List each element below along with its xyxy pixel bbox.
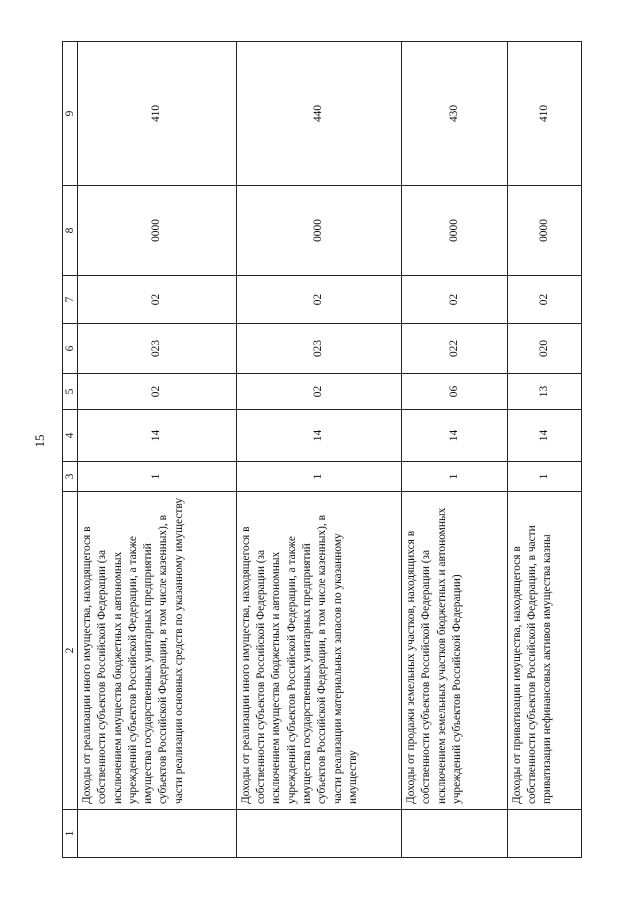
code-cell-9: 440 bbox=[236, 42, 401, 186]
code-cell-9: 410 bbox=[78, 42, 237, 186]
code-cell-7: 02 bbox=[401, 276, 507, 324]
code-cell-7: 02 bbox=[236, 276, 401, 324]
code-cell-4: 14 bbox=[401, 410, 507, 462]
code-cell-8: 0000 bbox=[78, 186, 237, 276]
row-number-cell bbox=[507, 810, 581, 858]
code-cell-6: 023 bbox=[78, 324, 237, 374]
column-header-7: 7 bbox=[63, 276, 78, 324]
page-number: 15 bbox=[32, 434, 47, 448]
code-cell-8: 0000 bbox=[236, 186, 401, 276]
code-cell-5: 02 bbox=[78, 374, 237, 410]
code-cell-3: 1 bbox=[507, 462, 581, 492]
row-number-cell bbox=[401, 810, 507, 858]
code-cell-3: 1 bbox=[78, 462, 237, 492]
budget-code-table bbox=[62, 41, 582, 858]
code-cell-9: 410 bbox=[507, 42, 581, 186]
column-header-3: 3 bbox=[63, 462, 78, 492]
code-cell-6: 023 bbox=[236, 324, 401, 374]
column-header-1: 1 bbox=[63, 810, 78, 858]
header-row bbox=[63, 42, 78, 858]
column-header-9: 9 bbox=[63, 42, 78, 186]
row-number-cell bbox=[78, 810, 237, 858]
code-cell-6: 022 bbox=[401, 324, 507, 374]
code-cell-4: 14 bbox=[236, 410, 401, 462]
table-row bbox=[507, 42, 581, 858]
code-cell-5: 02 bbox=[236, 374, 401, 410]
column-header-8: 8 bbox=[63, 186, 78, 276]
code-cell-9: 430 bbox=[401, 42, 507, 186]
description-cell: Доходы от реализации иного имущества, находящегося в собственности субъектов Российской Федерации (за исключением имущества бюджетных и автономных учреждений субъектов Российской Федерации, а также имущества государственных унитарных предприятий субъектов Российской Федерации, в том числе казенных), в части реализации материальных запасов по указанному имуществу bbox=[236, 492, 401, 810]
code-cell-7: 02 bbox=[507, 276, 581, 324]
code-cell-4: 14 bbox=[507, 410, 581, 462]
description-cell: Доходы от продажи земельных участков, находящихся в собственности субъектов Российской Федерации (за исключением земельных участков бюджетных и автономных учреждений субъектов Российской Федерации) bbox=[401, 492, 507, 810]
code-cell-8: 0000 bbox=[507, 186, 581, 276]
code-cell-5: 13 bbox=[507, 374, 581, 410]
table-row bbox=[401, 42, 507, 858]
table-row bbox=[78, 42, 237, 858]
code-cell-5: 06 bbox=[401, 374, 507, 410]
description-cell: Доходы от приватизации имущества, находящегося в собственности субъектов Российской Федерации, в части приватизации нефинансовых активов имущества казны bbox=[507, 492, 581, 810]
column-header-5: 5 bbox=[63, 374, 78, 410]
code-cell-4: 14 bbox=[78, 410, 237, 462]
rotated-table-wrapper bbox=[62, 42, 582, 858]
description-cell: Доходы от реализации иного имущества, находящегося в собственности субъектов Российской Федерации (за исключением имущества бюджетных и автономных учреждений субъектов Российской Федерации, а также имущества государственных унитарных предприятий субъектов Российской Федерации, в том числе казенных), в части реализации основных средств по указанному имуществу bbox=[78, 492, 237, 810]
column-header-4: 4 bbox=[63, 410, 78, 462]
column-header-6: 6 bbox=[63, 324, 78, 374]
row-number-cell bbox=[236, 810, 401, 858]
code-cell-3: 1 bbox=[236, 462, 401, 492]
code-cell-6: 020 bbox=[507, 324, 581, 374]
code-cell-7: 02 bbox=[78, 276, 237, 324]
column-header-2: 2 bbox=[63, 492, 78, 810]
code-cell-8: 0000 bbox=[401, 186, 507, 276]
table-row bbox=[236, 42, 401, 858]
code-cell-3: 1 bbox=[401, 462, 507, 492]
